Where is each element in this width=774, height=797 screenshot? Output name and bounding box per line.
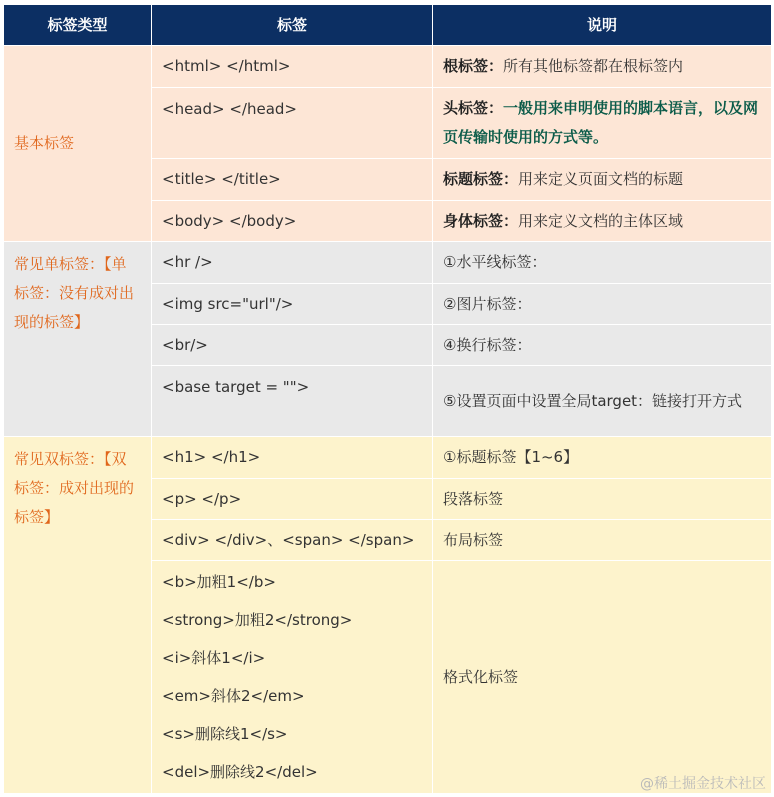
description-cell: ⑤设置页面中设置全局target：链接打开方式 bbox=[433, 366, 772, 437]
tag-cell: <p> </p> bbox=[152, 479, 433, 520]
format-tag-bold2: <strong>加粗2</strong> bbox=[162, 611, 353, 629]
description-cell: ②图片标签： bbox=[433, 284, 772, 325]
table-row bbox=[4, 46, 772, 88]
description-cell bbox=[433, 201, 772, 242]
description-strong: 头标签： bbox=[443, 99, 504, 117]
description-cell bbox=[433, 46, 772, 88]
tag-cell: <div> </div>、<span> </span> bbox=[152, 520, 433, 561]
description-cell: 段落标签 bbox=[433, 479, 772, 520]
description-text: 一般用来申明使用的脚本语言，以及网页传输时使用的方式等。 bbox=[443, 99, 759, 146]
description-strong: 标题标签： bbox=[443, 170, 519, 188]
format-tag-italic1: <i>斜体1</i> bbox=[162, 649, 266, 667]
tag-cell: <h1> </h1> bbox=[152, 437, 433, 479]
description-text: 用来定义文档的主体区域 bbox=[518, 211, 684, 230]
format-description: 格式化标签 bbox=[433, 561, 772, 794]
format-tag-italic2: <em>斜体2</em> bbox=[162, 687, 305, 705]
tag-cell: <hr /> bbox=[152, 242, 433, 284]
html-tags-table bbox=[3, 4, 772, 794]
description-strong: 根标签： bbox=[443, 57, 504, 75]
header-category: 标签类型 bbox=[4, 5, 152, 46]
tag-cell: <title> </title> bbox=[152, 159, 433, 201]
tag-cell: <img src="url"/> bbox=[152, 284, 433, 325]
format-tag-strike1: <s>删除线1</s> bbox=[162, 725, 288, 743]
header-tag: 标签 bbox=[152, 5, 433, 46]
category-single-tags: 常见单标签：【单标签：没有成对出现的标签】 bbox=[4, 242, 152, 437]
description-cell bbox=[433, 88, 772, 159]
header-description: 说明 bbox=[433, 5, 772, 46]
description-text: 用来定义页面文档的标题 bbox=[518, 170, 684, 188]
tag-cell: <body> </body> bbox=[152, 201, 433, 242]
description-cell: 布局标签 bbox=[433, 520, 772, 561]
tag-cell: <base target = ""> bbox=[152, 366, 433, 437]
tag-cell: <html> </html> bbox=[152, 46, 433, 88]
description-text: 所有其他标签都在根标签内 bbox=[503, 57, 684, 75]
category-basic: 基本标签 bbox=[4, 46, 152, 242]
description-cell: ④换行标签： bbox=[433, 325, 772, 366]
description-cell bbox=[433, 159, 772, 201]
description-cell: ①水平线标签： bbox=[433, 242, 772, 284]
format-tag-bold1: <b>加粗1</b> bbox=[162, 573, 276, 591]
category-double-tags: 常见双标签：【双标签：成对出现的标签】 bbox=[4, 437, 152, 794]
table-row bbox=[4, 242, 772, 284]
description-strong: 身体标签： bbox=[443, 211, 519, 230]
watermark: @稀土掘金技术社区 bbox=[640, 776, 766, 792]
table-row bbox=[4, 437, 772, 479]
tag-cell: <br/> bbox=[152, 325, 433, 366]
description-cell: ①标题标签【1~6】 bbox=[433, 437, 772, 479]
format-tags-cell bbox=[152, 561, 433, 794]
format-tag-strike2: <del>删除线2</del> bbox=[162, 763, 318, 781]
header-row bbox=[4, 5, 772, 46]
tag-cell: <head> </head> bbox=[152, 88, 433, 159]
